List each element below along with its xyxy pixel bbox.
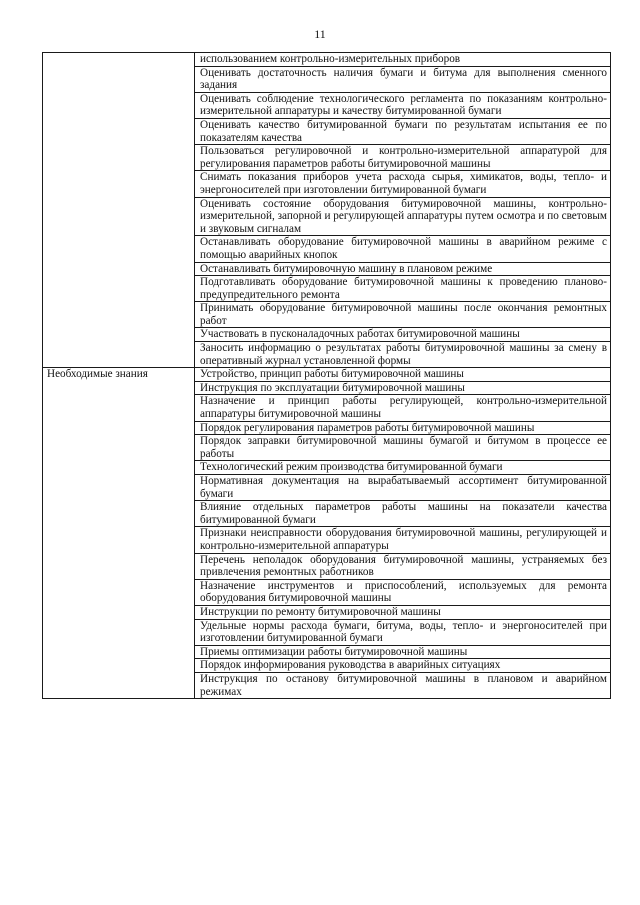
- requirement-cell: Участвовать в пусконаладочных работах битумировочной машины: [195, 328, 611, 342]
- requirement-cell: Инструкция по эксплуатации битумировочной машины: [195, 381, 611, 395]
- requirement-cell: Назначение и принцип работы регулирующей, контрольно-измерительной аппаратуры битумировочной машины: [195, 395, 611, 421]
- table-row: [43, 368, 611, 382]
- requirement-cell: Нормативная документация на вырабатываемый ассортимент битумированной бумаги: [195, 475, 611, 501]
- page-number: 11: [314, 27, 326, 41]
- requirement-cell: Оценивать достаточность наличия бумаги и битума для выполнения сменного задания: [195, 66, 611, 92]
- requirement-cell: Технологический режим производства битумированной бумаги: [195, 461, 611, 475]
- requirement-cell: Устройство, принцип работы битумировочной машины: [195, 368, 611, 382]
- requirement-cell: Оценивать качество битумированной бумаги по результатам испытания ее по показателям качества: [195, 118, 611, 144]
- requirements-table: [42, 52, 611, 699]
- section-label-knowledge: Необходимые знания: [43, 368, 195, 699]
- requirement-cell: Пользоваться регулировочной и контрольно-измерительной аппаратурой для регулирования параметров работы битумировочной машины: [195, 145, 611, 171]
- requirement-cell: Порядок заправки битумировочной машины бумагой и битумом в процессе ее работы: [195, 435, 611, 461]
- requirement-cell: Оценивать состояние оборудования битумировочной машины, контрольно-измерительной, запорной и регулирующей аппаратуры путем осмотра и по световым и звуковым сигналам: [195, 197, 611, 236]
- requirement-cell: Подготавливать оборудование битумировочной машины к проведению планово-предупредительного ремонта: [195, 276, 611, 302]
- requirement-cell: Признаки неисправности оборудования битумировочной машины, регулирующей и контрольно-измерительной аппаратуры: [195, 527, 611, 553]
- requirement-cell: Снимать показания приборов учета расхода сырья, химикатов, воды, тепло- и энергоносителей при изготовлении битумированной бумаги: [195, 171, 611, 197]
- requirement-cell: Заносить информацию о результатах работы битумировочной машины за смену в оперативный журнал установленной формы: [195, 342, 611, 368]
- requirement-cell: Останавливать битумировочную машину в плановом режиме: [195, 262, 611, 276]
- requirement-cell: Принимать оборудование битумировочной машины после окончания ремонтных работ: [195, 302, 611, 328]
- requirement-cell: использованием контрольно-измерительных приборов: [195, 53, 611, 67]
- table-row: [43, 53, 611, 67]
- requirement-cell: Удельные нормы расхода бумаги, битума, воды, тепло- и энергоносителей при изготовлении битумированной бумаги: [195, 619, 611, 645]
- requirement-cell: Останавливать оборудование битумировочной машины в аварийном режиме с помощью аварийных кнопок: [195, 236, 611, 262]
- requirement-cell: Перечень неполадок оборудования битумировочной машины, устраняемых без привлечения ремонтных работников: [195, 553, 611, 579]
- requirement-cell: Инструкция по останову битумировочной машины в плановом и аварийном режимах: [195, 672, 611, 698]
- requirement-cell: Приемы оптимизации работы битумировочной машины: [195, 645, 611, 659]
- requirement-cell: Оценивать соблюдение технологического регламента по показаниям контрольно-измерительной аппаратуры и качеству битумированной бумаги: [195, 92, 611, 118]
- requirement-cell: Порядок информирования руководства в аварийных ситуациях: [195, 659, 611, 673]
- section-label-cell: [43, 53, 195, 368]
- requirement-cell: Влияние отдельных параметров работы машины на показатели качества битумированной бумаги: [195, 501, 611, 527]
- requirement-cell: Порядок регулирования параметров работы битумировочной машины: [195, 421, 611, 435]
- requirement-cell: Назначение инструментов и приспособлений, используемых для ремонта оборудования битумировочной машины: [195, 579, 611, 605]
- requirement-cell: Инструкции по ремонту битумировочной машины: [195, 605, 611, 619]
